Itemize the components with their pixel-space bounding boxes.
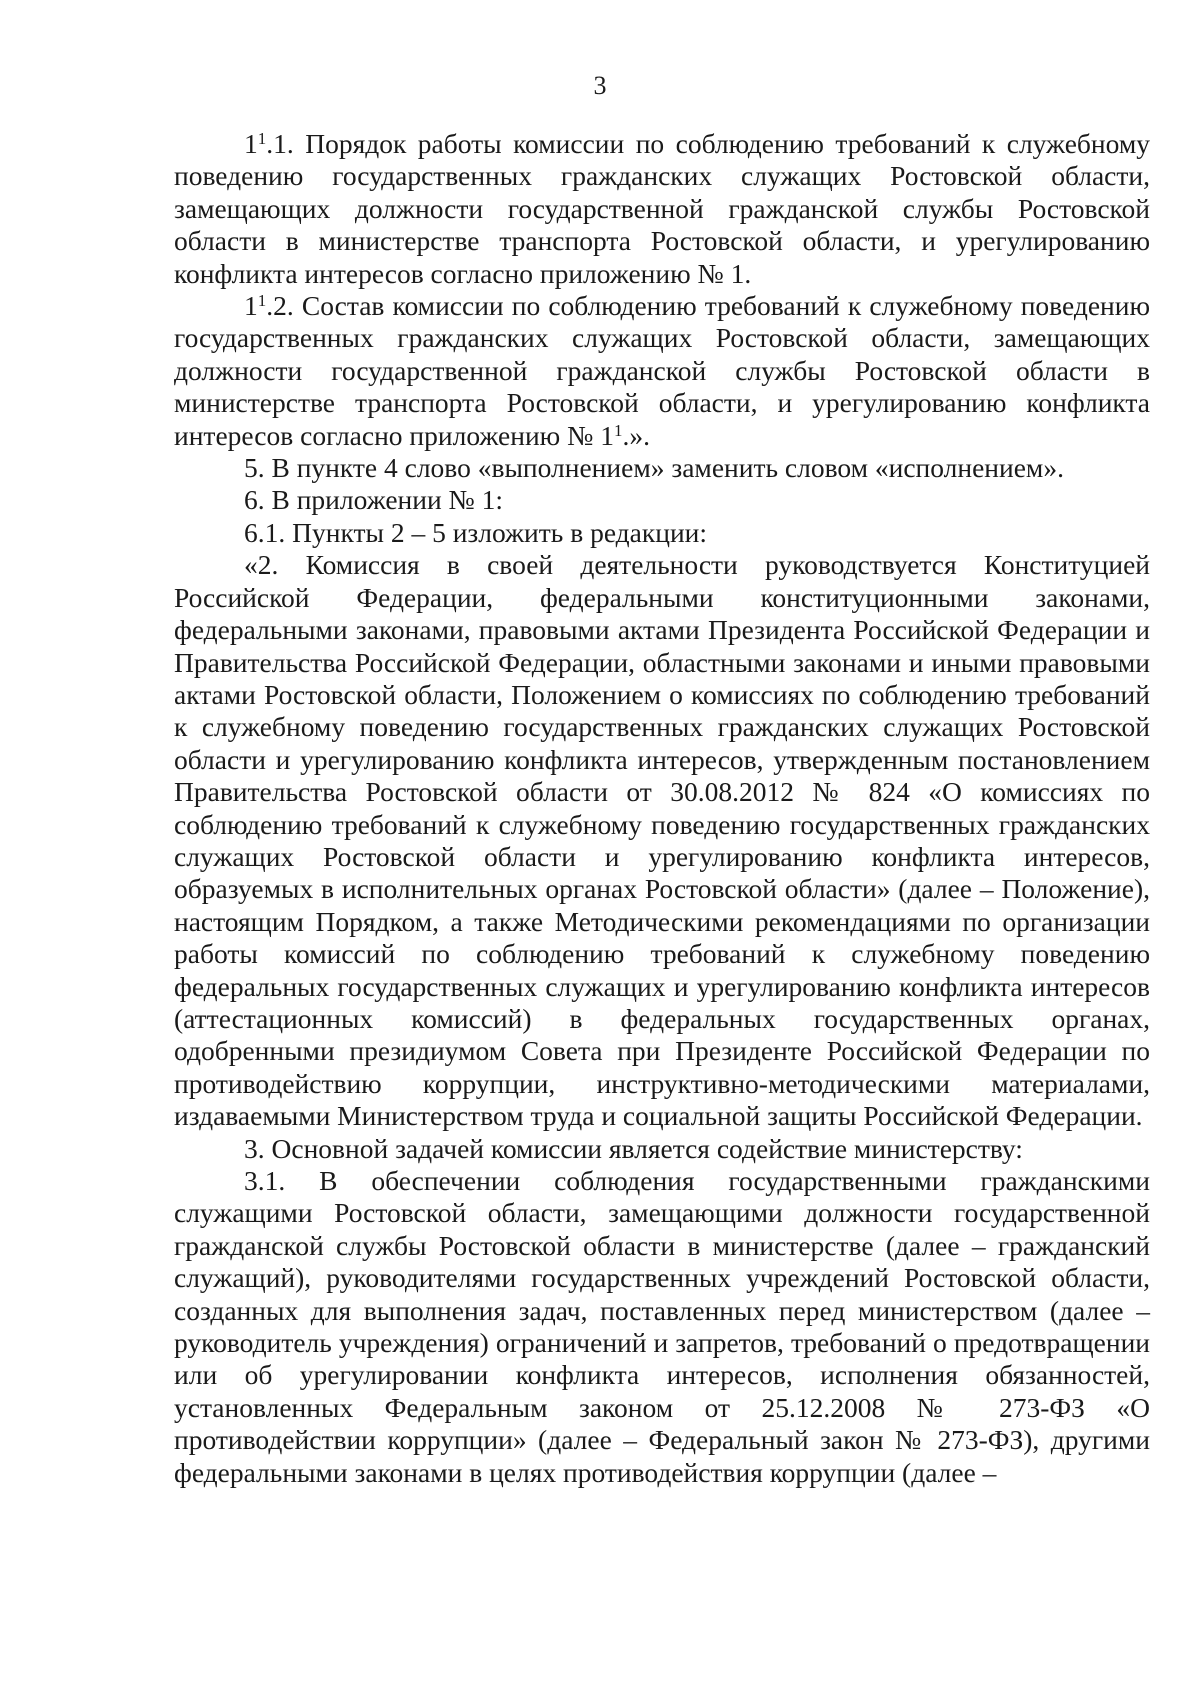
clause-number: 1 [244,128,258,159]
paragraph-1-1-2 [174,290,1150,452]
paragraph-6: 6. В приложении № 1: [244,484,504,516]
paragraph-tail: .». [622,419,650,451]
appendix-superscript: 1 [613,420,623,440]
paragraph-3-1: 3.1. В обеспечении соблюдения государственными гражданскими служащими Ростовской области, замещающими должности государственной гражданской службы Ростовской области в министерстве (далее – гражданский служащий), руководителями государственных учреждений Ростовской области, созданных для выполнения задач, поставленных перед министерством (далее – руководитель учреждения) ограничений и запретов, требований о предотвращении или об урегулировании конфликта интересов, исполнения обязанностей, установленных Федеральным законом от 25.12.2008 № 273-ФЗ «О противодействии коррупции» (далее – Федеральный закон № 273-ФЗ), другими федеральными законами в целях противодействия коррупции (далее – [174,1165,1150,1488]
paragraph-5: 5. В пункте 4 слово «выполнением» заменить словом «исполнением». [244,452,1064,484]
paragraph-6-1: 6.1. Пункты 2 – 5 изложить в редакции: [244,516,708,548]
page-number: 3 [593,71,607,100]
clause-superscript: 1 [257,291,267,311]
clause-number: 1 [244,290,258,322]
document-body [174,128,1150,1489]
paragraph-1-1-1 [174,128,1150,290]
paragraph-3: 3. Основной задачей комиссии является содействие министерству: [244,1132,1023,1164]
paragraph-text: .2. Состав комиссии по соблюдению требований к служебному поведению государственных гражданских служащих Ростовской области, замещающих должности государственной гражданской службы Ростовской области в министерстве транспорта Ростовской области, и урегулированию конфликта интересов согласно приложению № 1 [174,290,1150,451]
clause-superscript: 1 [257,129,267,148]
paragraph-2-quoted: «2. Комиссия в своей деятельности руководствуется Конституцией Российской Федерации, федеральными конституционными законами, федеральными законами, правовыми актами Президента Российской Федерации и Правительства Российской Федерации, областными законами и иными правовыми актами Ростовской области, Положением о комиссиях по соблюдению требований к служебному поведению государственных гражданских служащих Ростовской области и урегулированию конфликта интересов, утвержденным постановлением Правительства Ростовской области от 30.08.2012 № 824 «О комиссиях по соблюдению требований к служебному поведению государственных гражданских служащих Ростовской области и урегулированию конфликта интересов, образуемых в исполнительных органах Ростовской области» (далее – Положение), настоящим Порядком, а также Методическими рекомендациями по организации работы комиссий по соблюдению требований к служебному поведению федеральных государственных служащих и урегулированию конфликта интересов (аттестационных комиссий) в федеральных государственных органах, одобренными президиумом Совета при Президенте Российской Федерации по противодействию коррупции, инструктивно-методическими материалами, издаваемыми Министерством труда и социальной защиты Российской Федерации. [174,549,1150,1132]
paragraph-text: .1. Порядок работы комиссии по соблюдению требований к служебному поведению государственных гражданских служащих Ростовской области, замещающих должности государственной гражданской службы Ростовской области в министерстве транспорта Ростовской области, и урегулированию конфликта интересов согласно приложению № 1. [174,128,1150,289]
